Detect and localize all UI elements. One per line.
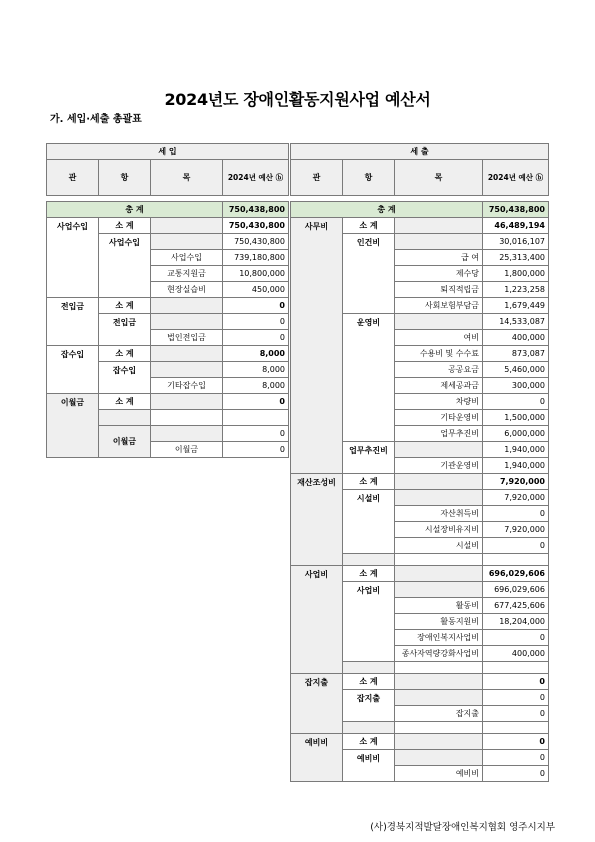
mok-value: 0 (483, 506, 549, 522)
mok-label: 현장실습비 (151, 282, 223, 298)
subtotal-value: 0 (223, 298, 289, 314)
expense-total-value: 750,438,800 (483, 202, 549, 218)
mok-label: 이월금 (151, 442, 223, 458)
hang-value: 14,533,087 (483, 314, 549, 330)
mok-label: 공공요금 (395, 362, 483, 378)
subtotal-label: 소 계 (343, 674, 395, 690)
expense-hang: 잡지출 (343, 690, 395, 722)
col-hang: 항 (99, 160, 151, 196)
hang-value: 0 (223, 314, 289, 330)
mok-label: 수용비 및 수수료 (395, 346, 483, 362)
mok-value: 400,000 (483, 646, 549, 662)
expense-hang: 운영비 (343, 314, 395, 442)
subtotal-label: 소 계 (99, 394, 151, 410)
subtotal-label: 소 계 (343, 566, 395, 582)
mok-value: 7,920,000 (483, 522, 549, 538)
expense-gwan: 사무비 (291, 218, 343, 474)
col-budget: 2024년 예산 ⓑ (483, 160, 549, 196)
mok-value: 18,204,000 (483, 614, 549, 630)
mok-label: 장애인복지사업비 (395, 630, 483, 646)
mok-label: 예비비 (395, 766, 483, 782)
mok-value: 400,000 (483, 330, 549, 346)
mok-value: 0 (483, 706, 549, 722)
mok-value: 0 (483, 630, 549, 646)
income-header: 세 입 (47, 144, 289, 160)
mok-label: 활동비 (395, 598, 483, 614)
mok-label: 법인전입금 (151, 330, 223, 346)
footer-organization: (사)경북지적발달장애인복지협회 영주시지부 (370, 822, 555, 833)
hang-value: 750,430,800 (223, 234, 289, 250)
mok-value: 5,460,000 (483, 362, 549, 378)
mok-label: 사회보험부담금 (395, 298, 483, 314)
income-total-value: 750,438,800 (223, 202, 289, 218)
mok-label: 사업수입 (151, 250, 223, 266)
mok-label: 시설비 (395, 538, 483, 554)
mok-label: 자산취득비 (395, 506, 483, 522)
mok-value: 873,087 (483, 346, 549, 362)
hang-value: 696,029,606 (483, 582, 549, 598)
mok-label: 시설장비유지비 (395, 522, 483, 538)
subtotal-value: 696,029,606 (483, 566, 549, 582)
mok-value: 0 (483, 538, 549, 554)
mok-label: 활동지원비 (395, 614, 483, 630)
mok-value: 1,223,258 (483, 282, 549, 298)
mok-value: 1,679,449 (483, 298, 549, 314)
income-table (46, 143, 289, 458)
hang-value: 0 (483, 690, 549, 706)
expense-hang: 인건비 (343, 234, 395, 314)
mok-label: 종사자역량강화사업비 (395, 646, 483, 662)
mok-value: 0 (223, 330, 289, 346)
expense-total-label: 총 계 (291, 202, 483, 218)
mok-label: 여비 (395, 330, 483, 346)
mok-label: 기타잡수입 (151, 378, 223, 394)
expense-hang: 예비비 (343, 750, 395, 782)
mok-value: 6,000,000 (483, 426, 549, 442)
mok-value: 300,000 (483, 378, 549, 394)
subtotal-value: 46,489,194 (483, 218, 549, 234)
expense-table (290, 143, 549, 782)
expense-gwan: 예비비 (291, 734, 343, 782)
income-hang: 사업수입 (99, 234, 151, 298)
col-gwan: 관 (291, 160, 343, 196)
col-hang: 항 (343, 160, 395, 196)
mok-value: 0 (483, 394, 549, 410)
mok-label: 기관운영비 (395, 458, 483, 474)
income-hang: 전입금 (99, 314, 151, 346)
income-total-label: 총 계 (47, 202, 223, 218)
subtotal-label: 소 계 (99, 298, 151, 314)
mok-value: 0 (223, 442, 289, 458)
hang-value: 0 (223, 426, 289, 442)
col-gwan: 관 (47, 160, 99, 196)
income-gwan: 잡수입 (47, 346, 99, 394)
hang-value: 0 (483, 750, 549, 766)
mok-label: 차량비 (395, 394, 483, 410)
subtotal-value: 0 (483, 734, 549, 750)
mok-value: 8,000 (223, 378, 289, 394)
income-hang: 이월금 (99, 426, 151, 458)
subtotal-value: 7,920,000 (483, 474, 549, 490)
subtotal-value: 0 (483, 674, 549, 690)
subtotal-label: 소 계 (343, 734, 395, 750)
hang-value: 7,920,000 (483, 490, 549, 506)
subtotal-label: 소 계 (99, 346, 151, 362)
expense-header: 세 출 (291, 144, 549, 160)
section-heading: 가. 세입·세출 총괄표 (50, 114, 142, 125)
hang-value: 8,000 (223, 362, 289, 378)
mok-value: 677,425,606 (483, 598, 549, 614)
expense-gwan: 사업비 (291, 566, 343, 674)
col-mok: 목 (151, 160, 223, 196)
mok-label: 기타운영비 (395, 410, 483, 426)
mok-value: 1,500,000 (483, 410, 549, 426)
subtotal-label: 소 계 (343, 474, 395, 490)
subtotal-value: 8,000 (223, 346, 289, 362)
col-budget: 2024년 예산 ⓑ (223, 160, 289, 196)
mok-value: 0 (483, 766, 549, 782)
mok-value: 1,940,000 (483, 458, 549, 474)
mok-value: 1,800,000 (483, 266, 549, 282)
subtotal-value: 0 (223, 394, 289, 410)
mok-label: 제세공과금 (395, 378, 483, 394)
hang-value: 30,016,107 (483, 234, 549, 250)
mok-value: 10,800,000 (223, 266, 289, 282)
expense-hang: 시설비 (343, 490, 395, 554)
expense-hang: 업무추진비 (343, 442, 395, 474)
col-mok: 목 (395, 160, 483, 196)
income-hang: 잡수입 (99, 362, 151, 394)
mok-value: 739,180,800 (223, 250, 289, 266)
income-gwan: 이월금 (47, 394, 99, 458)
subtotal-label: 소 계 (343, 218, 395, 234)
hang-value: 1,940,000 (483, 442, 549, 458)
mok-label: 제수당 (395, 266, 483, 282)
mok-label: 잡지출 (395, 706, 483, 722)
mok-value: 450,000 (223, 282, 289, 298)
income-gwan: 전입금 (47, 298, 99, 346)
mok-label: 업무추진비 (395, 426, 483, 442)
income-gwan: 사업수입 (47, 218, 99, 298)
mok-label: 퇴직적립금 (395, 282, 483, 298)
expense-gwan: 잡지출 (291, 674, 343, 734)
expense-gwan: 재산조성비 (291, 474, 343, 566)
subtotal-value: 750,430,800 (223, 218, 289, 234)
mok-label: 급 여 (395, 250, 483, 266)
expense-hang: 사업비 (343, 582, 395, 662)
mok-label: 교통지원금 (151, 266, 223, 282)
page-title: 2024년도 장애인활동지원사업 예산서 (164, 90, 431, 109)
subtotal-label: 소 계 (99, 218, 151, 234)
mok-value: 25,313,400 (483, 250, 549, 266)
